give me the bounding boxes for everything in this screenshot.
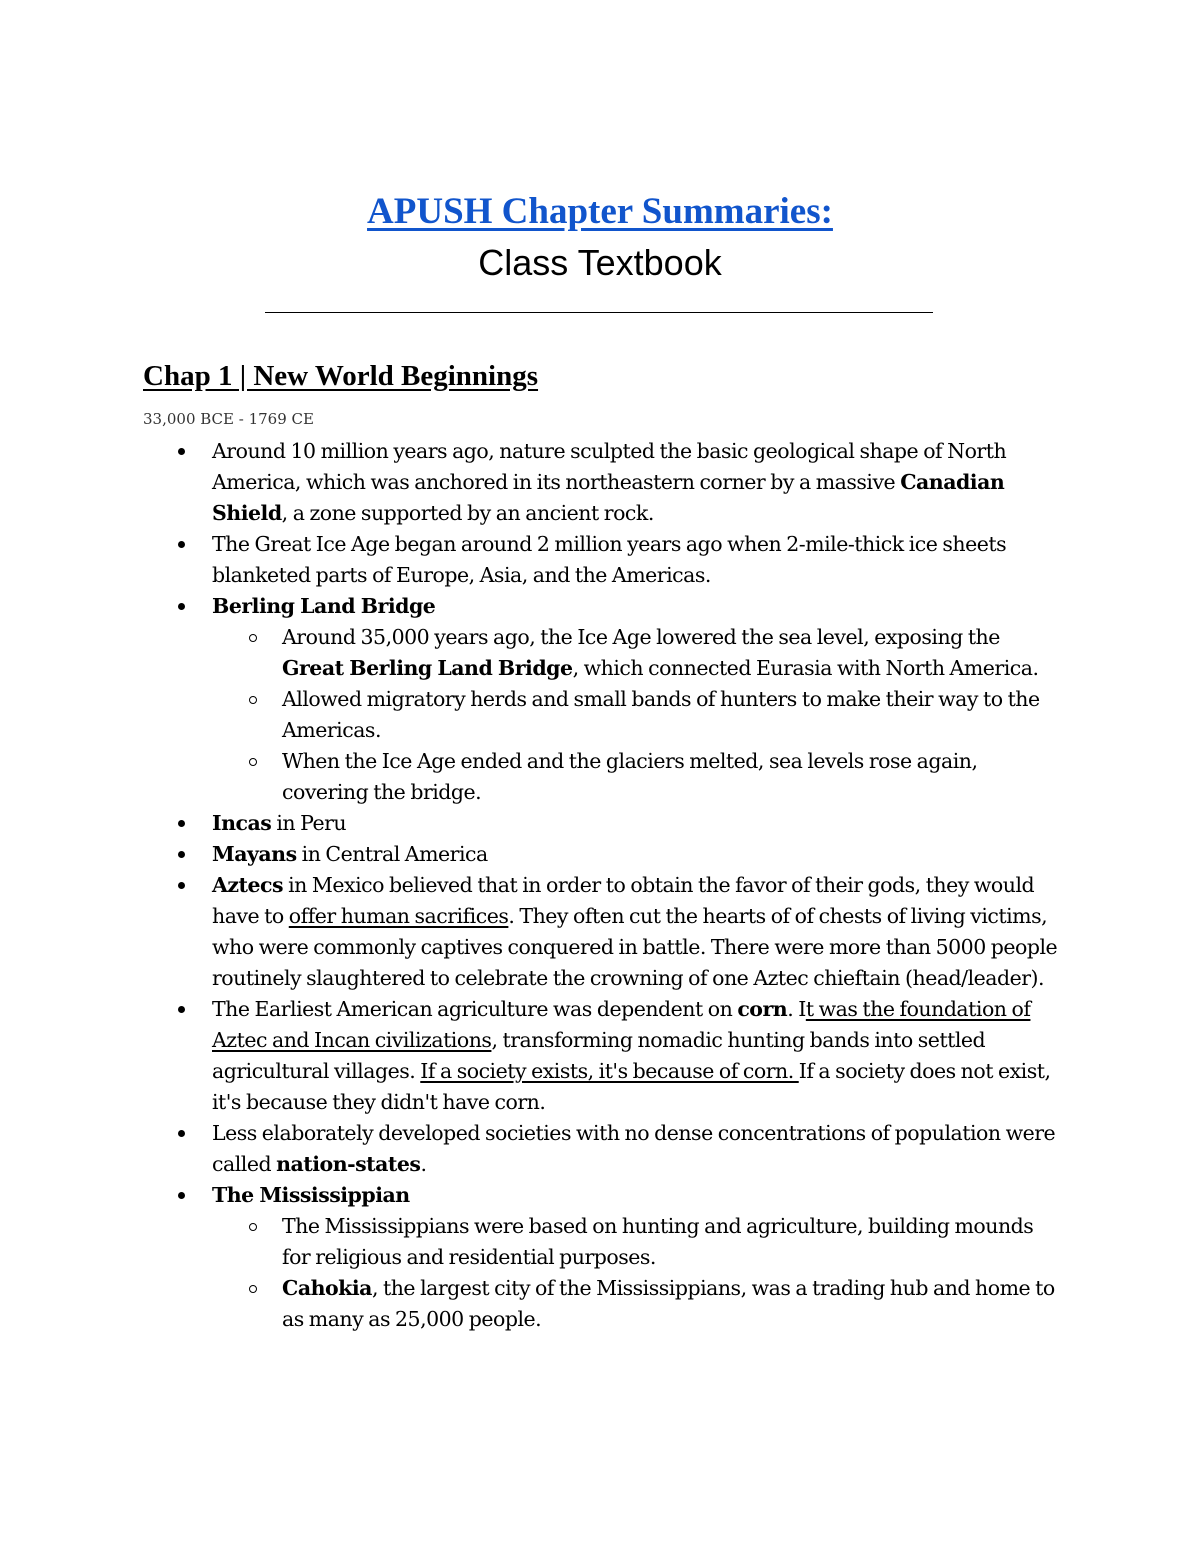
text: The Great Ice Age began around 2 million years ago when 2-mile-thick ice sheets blanketed parts of Europe, Asia, and the Americas. <box>212 532 1007 587</box>
bold-term: Incas <box>212 811 272 835</box>
text: Allowed migratory herds and small bands of hunters to make their way to the Americas. <box>282 687 1040 742</box>
sub-list-item <box>212 1273 1062 1335</box>
text: If a society does not exist, it's because they didn't have corn. <box>212 1059 1051 1114</box>
list-item <box>0 1180 1072 1335</box>
text: The Mississippians were based on hunting and agriculture, building mounds for religious and residential purposes. <box>282 1214 1034 1269</box>
sub-list <box>212 622 1072 808</box>
text: The Earliest American agriculture was dependent on <box>212 997 738 1021</box>
list-item <box>0 839 1072 870</box>
sub-list-item <box>212 622 1062 684</box>
text: Less elaborately developed societies with no dense concentrations of population were called <box>212 1121 1056 1176</box>
text: Around 10 million years ago, nature sculpted the basic geological shape of North America, which was anchored in its northeastern corner by a massive <box>212 439 1007 494</box>
list-item <box>0 870 1072 994</box>
list-item <box>0 591 1072 808</box>
document-title: APUSH Chapter Summaries: <box>367 191 833 232</box>
text: . <box>420 1152 427 1176</box>
chapter-date-range: 33,000 BCE - 1769 CE <box>143 410 314 428</box>
sub-list-item <box>212 746 1062 808</box>
list-item <box>0 436 1072 529</box>
text: , a zone supported by an ancient rock. <box>281 501 654 525</box>
underlined-text: offer human sacrifices <box>288 904 509 928</box>
list-item <box>0 529 1072 591</box>
sub-list-item <box>212 684 1062 746</box>
bullet-list <box>0 436 1200 1335</box>
document-subtitle: Class Textbook <box>478 242 722 283</box>
underlined-text: If a society exists, it's because of corn. <box>420 1059 799 1083</box>
sub-list <box>212 1211 1072 1335</box>
list-item <box>0 994 1072 1118</box>
bold-term: nation-states <box>276 1152 421 1176</box>
text: , the largest city of the Mississippians, was a trading hub and home to as many as 25,000 people. <box>282 1276 1055 1331</box>
text: , transforming nomadic hunting bands into settled agricultural villages. <box>212 1028 986 1083</box>
text: . They often cut the hearts of of chests of living victims, who were commonly captives conquered in battle. There were more than 5000 people routinely slaughtered to celebrate the crowning of one Aztec chieftain (head/leader). <box>212 904 1058 990</box>
text: in Mexico believed that in order to obtain the favor of their gods, they would have to <box>212 873 1035 928</box>
bold-term: Berling Land Bridge <box>212 594 436 618</box>
bold-term: The Mississippian <box>212 1183 410 1207</box>
text: in Central America <box>296 842 488 866</box>
bold-term: corn <box>737 997 788 1021</box>
text: When the Ice Age ended and the glaciers melted, sea levels rose again, covering the bridge. <box>282 749 978 804</box>
text: in Peru <box>271 811 347 835</box>
text: . I <box>787 997 806 1021</box>
text: Around 35,000 years ago, the Ice Age lowered the sea level, exposing the <box>282 625 1000 649</box>
bold-term: Aztecs <box>212 873 284 897</box>
sub-list-item <box>212 1211 1062 1273</box>
bold-term: Great Berling Land Bridge <box>282 656 573 680</box>
chapter-heading: Chap 1 | New World Beginnings <box>143 360 539 392</box>
title-divider <box>265 312 933 313</box>
list-item <box>0 808 1072 839</box>
underlined-text: t was the foundation of Aztec and Incan civilizations <box>212 997 1031 1052</box>
text: , which connected Eurasia with North America. <box>572 656 1039 680</box>
list-item <box>0 1118 1072 1180</box>
bold-term: Cahokia <box>282 1276 372 1300</box>
bold-term: Canadian Shield <box>212 470 1005 525</box>
bold-term: Mayans <box>212 842 297 866</box>
